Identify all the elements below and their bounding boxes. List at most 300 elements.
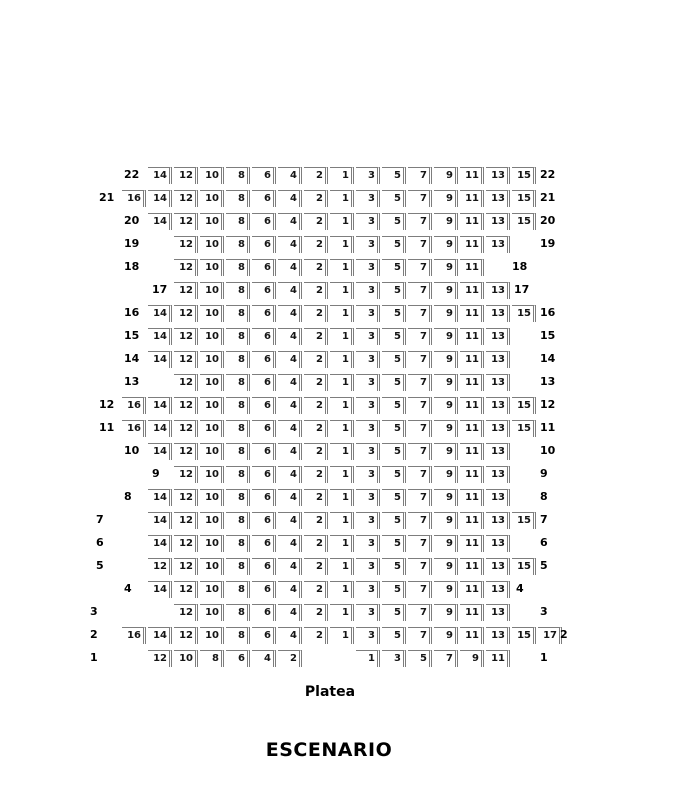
seat[interactable]: 9 (434, 420, 458, 437)
seat[interactable]: 13 (486, 512, 510, 529)
seat[interactable]: 5 (382, 328, 406, 345)
seat[interactable]: 11 (460, 282, 484, 299)
seat[interactable]: 13 (486, 167, 510, 184)
seat[interactable]: 1 (330, 535, 354, 552)
seat[interactable]: 13 (486, 604, 510, 621)
seat[interactable]: 12 (174, 443, 198, 460)
seat[interactable]: 4 (278, 397, 302, 414)
seat[interactable]: 12 (174, 466, 198, 483)
seat[interactable]: 11 (460, 190, 484, 207)
seat[interactable]: 5 (382, 259, 406, 276)
seat[interactable]: 4 (278, 259, 302, 276)
seat[interactable]: 2 (304, 512, 328, 529)
seat[interactable]: 3 (356, 328, 380, 345)
seat[interactable]: 8 (226, 581, 250, 598)
seat[interactable]: 12 (174, 627, 198, 644)
seat[interactable]: 9 (434, 466, 458, 483)
seat[interactable]: 6 (252, 236, 276, 253)
seat[interactable]: 5 (382, 443, 406, 460)
seat[interactable]: 1 (356, 650, 380, 667)
seat[interactable]: 14 (148, 512, 172, 529)
seat[interactable]: 12 (174, 397, 198, 414)
seat[interactable]: 12 (174, 512, 198, 529)
seat[interactable]: 13 (486, 328, 510, 345)
seat[interactable]: 2 (304, 420, 328, 437)
seat[interactable]: 8 (226, 328, 250, 345)
seat[interactable]: 12 (174, 374, 198, 391)
seat[interactable]: 2 (304, 489, 328, 506)
seat[interactable]: 7 (408, 489, 432, 506)
seat[interactable]: 10 (200, 512, 224, 529)
seat[interactable]: 3 (356, 167, 380, 184)
seat[interactable]: 6 (226, 650, 250, 667)
seat[interactable]: 3 (356, 282, 380, 299)
seat[interactable]: 8 (226, 190, 250, 207)
seat[interactable]: 11 (460, 213, 484, 230)
seat[interactable]: 7 (408, 443, 432, 460)
seat[interactable]: 2 (304, 213, 328, 230)
seat[interactable]: 13 (486, 558, 510, 575)
seat[interactable]: 5 (382, 512, 406, 529)
seat[interactable]: 10 (200, 581, 224, 598)
seat[interactable]: 4 (278, 420, 302, 437)
seat[interactable]: 8 (226, 397, 250, 414)
seat[interactable]: 4 (278, 581, 302, 598)
seat[interactable]: 6 (252, 259, 276, 276)
seat[interactable]: 4 (278, 236, 302, 253)
seat[interactable]: 5 (382, 236, 406, 253)
seat[interactable]: 6 (252, 558, 276, 575)
seat[interactable]: 2 (304, 282, 328, 299)
seat[interactable]: 4 (278, 558, 302, 575)
seat[interactable]: 2 (304, 328, 328, 345)
seat[interactable]: 5 (382, 627, 406, 644)
seat[interactable]: 2 (304, 443, 328, 460)
seat[interactable]: 7 (408, 236, 432, 253)
seat[interactable]: 11 (486, 650, 510, 667)
seat[interactable]: 10 (200, 167, 224, 184)
seat[interactable]: 9 (434, 558, 458, 575)
seat[interactable]: 3 (356, 558, 380, 575)
seat[interactable]: 13 (486, 443, 510, 460)
seat[interactable]: 4 (278, 443, 302, 460)
seat[interactable]: 11 (460, 259, 484, 276)
seat[interactable]: 6 (252, 397, 276, 414)
seat[interactable]: 13 (486, 374, 510, 391)
seat[interactable]: 8 (226, 512, 250, 529)
seat[interactable]: 8 (226, 259, 250, 276)
seat[interactable]: 10 (200, 489, 224, 506)
seat[interactable]: 8 (226, 167, 250, 184)
seat[interactable]: 5 (382, 374, 406, 391)
seat[interactable]: 11 (460, 489, 484, 506)
seat[interactable]: 6 (252, 581, 276, 598)
seat[interactable]: 9 (434, 236, 458, 253)
seat[interactable]: 14 (148, 443, 172, 460)
seat[interactable]: 5 (382, 466, 406, 483)
seat[interactable]: 12 (174, 328, 198, 345)
seat[interactable]: 7 (408, 466, 432, 483)
seat[interactable]: 1 (330, 558, 354, 575)
seat[interactable]: 14 (148, 581, 172, 598)
seat[interactable]: 1 (330, 351, 354, 368)
seat[interactable]: 1 (330, 466, 354, 483)
seat[interactable]: 5 (382, 167, 406, 184)
seat[interactable]: 11 (460, 558, 484, 575)
seat[interactable]: 14 (148, 328, 172, 345)
seat[interactable]: 10 (200, 604, 224, 621)
seat[interactable]: 4 (278, 213, 302, 230)
seat[interactable]: 3 (356, 512, 380, 529)
seat[interactable]: 13 (486, 627, 510, 644)
seat[interactable]: 15 (512, 305, 536, 322)
seat[interactable]: 14 (148, 535, 172, 552)
seat[interactable]: 13 (486, 351, 510, 368)
seat[interactable]: 4 (278, 305, 302, 322)
seat[interactable]: 4 (278, 489, 302, 506)
seat[interactable]: 6 (252, 604, 276, 621)
seat[interactable]: 14 (148, 420, 172, 437)
seat[interactable]: 5 (408, 650, 432, 667)
seat[interactable]: 8 (226, 213, 250, 230)
seat[interactable]: 4 (278, 351, 302, 368)
seat[interactable]: 5 (382, 558, 406, 575)
seat[interactable]: 3 (356, 236, 380, 253)
seat[interactable]: 12 (174, 282, 198, 299)
seat[interactable]: 1 (330, 604, 354, 621)
seat[interactable]: 8 (226, 305, 250, 322)
seat[interactable]: 2 (304, 581, 328, 598)
seat[interactable]: 4 (252, 650, 276, 667)
seat[interactable]: 1 (330, 512, 354, 529)
seat[interactable]: 2 (304, 190, 328, 207)
seat[interactable]: 9 (434, 282, 458, 299)
seat[interactable]: 14 (148, 190, 172, 207)
seat[interactable]: 7 (408, 259, 432, 276)
seat[interactable]: 13 (486, 397, 510, 414)
seat[interactable]: 12 (148, 558, 172, 575)
seat[interactable]: 1 (330, 167, 354, 184)
seat[interactable]: 10 (200, 535, 224, 552)
seat[interactable]: 12 (174, 420, 198, 437)
seat[interactable]: 14 (148, 627, 172, 644)
seat[interactable]: 10 (200, 259, 224, 276)
seat[interactable]: 9 (434, 213, 458, 230)
seat[interactable]: 1 (330, 328, 354, 345)
seat[interactable]: 13 (486, 282, 510, 299)
seat[interactable]: 1 (330, 397, 354, 414)
seat[interactable]: 13 (486, 535, 510, 552)
seat[interactable]: 6 (252, 466, 276, 483)
seat[interactable]: 4 (278, 167, 302, 184)
seat[interactable]: 3 (356, 489, 380, 506)
seat[interactable]: 9 (434, 512, 458, 529)
seat[interactable]: 9 (434, 627, 458, 644)
seat[interactable]: 8 (226, 420, 250, 437)
seat[interactable]: 11 (460, 443, 484, 460)
seat[interactable]: 6 (252, 213, 276, 230)
seat[interactable]: 15 (512, 512, 536, 529)
seat[interactable]: 10 (200, 328, 224, 345)
seat[interactable]: 2 (304, 627, 328, 644)
seat[interactable]: 3 (356, 213, 380, 230)
seat[interactable]: 12 (174, 236, 198, 253)
seat[interactable]: 13 (486, 489, 510, 506)
seat[interactable]: 2 (304, 397, 328, 414)
seat[interactable]: 6 (252, 282, 276, 299)
seat[interactable]: 8 (226, 282, 250, 299)
seat[interactable]: 1 (330, 190, 354, 207)
seat[interactable]: 1 (330, 282, 354, 299)
seat[interactable]: 14 (148, 351, 172, 368)
seat[interactable]: 7 (408, 627, 432, 644)
seat[interactable]: 10 (200, 213, 224, 230)
seat[interactable]: 11 (460, 167, 484, 184)
seat[interactable]: 7 (408, 351, 432, 368)
seat[interactable]: 11 (460, 374, 484, 391)
seat[interactable]: 2 (304, 558, 328, 575)
seat[interactable]: 1 (330, 213, 354, 230)
seat[interactable]: 12 (174, 604, 198, 621)
seat[interactable]: 3 (356, 604, 380, 621)
seat[interactable]: 4 (278, 374, 302, 391)
seat[interactable]: 14 (148, 213, 172, 230)
seat[interactable]: 8 (226, 558, 250, 575)
seat[interactable]: 3 (356, 581, 380, 598)
seat[interactable]: 5 (382, 190, 406, 207)
seat[interactable]: 5 (382, 489, 406, 506)
seat[interactable]: 1 (330, 374, 354, 391)
seat[interactable]: 14 (148, 167, 172, 184)
seat[interactable]: 9 (434, 397, 458, 414)
seat[interactable]: 8 (226, 466, 250, 483)
seat[interactable]: 4 (278, 466, 302, 483)
seat[interactable]: 1 (330, 581, 354, 598)
seat[interactable]: 6 (252, 305, 276, 322)
seat[interactable]: 11 (460, 604, 484, 621)
seat[interactable]: 12 (174, 489, 198, 506)
seat[interactable]: 4 (278, 535, 302, 552)
seat[interactable]: 1 (330, 420, 354, 437)
seat[interactable]: 14 (148, 397, 172, 414)
seat[interactable]: 12 (174, 535, 198, 552)
seat[interactable]: 10 (200, 236, 224, 253)
seat[interactable]: 14 (148, 489, 172, 506)
seat[interactable]: 7 (408, 213, 432, 230)
seat[interactable]: 16 (122, 190, 146, 207)
seat[interactable]: 9 (434, 259, 458, 276)
seat[interactable]: 5 (382, 213, 406, 230)
seat[interactable]: 8 (226, 489, 250, 506)
seat[interactable]: 11 (460, 305, 484, 322)
seat[interactable]: 4 (278, 627, 302, 644)
seat[interactable]: 11 (460, 512, 484, 529)
seat[interactable]: 11 (460, 627, 484, 644)
seat[interactable]: 10 (200, 374, 224, 391)
seat[interactable]: 11 (460, 535, 484, 552)
seat[interactable]: 6 (252, 489, 276, 506)
seat[interactable]: 13 (486, 466, 510, 483)
seat[interactable]: 1 (330, 259, 354, 276)
seat[interactable]: 7 (408, 374, 432, 391)
seat[interactable]: 10 (200, 627, 224, 644)
seat[interactable]: 13 (486, 305, 510, 322)
seat[interactable]: 3 (382, 650, 406, 667)
seat[interactable]: 2 (278, 650, 302, 667)
seat[interactable]: 7 (408, 328, 432, 345)
seat[interactable]: 15 (512, 213, 536, 230)
seat[interactable]: 16 (122, 420, 146, 437)
seat[interactable]: 4 (278, 328, 302, 345)
seat[interactable]: 1 (330, 489, 354, 506)
seat[interactable]: 7 (408, 397, 432, 414)
seat[interactable]: 5 (382, 305, 406, 322)
seat[interactable]: 9 (434, 351, 458, 368)
seat[interactable]: 3 (356, 259, 380, 276)
seat[interactable]: 11 (460, 236, 484, 253)
seat[interactable]: 5 (382, 282, 406, 299)
seat[interactable]: 10 (200, 420, 224, 437)
seat[interactable]: 11 (460, 328, 484, 345)
seat[interactable]: 15 (512, 627, 536, 644)
seat[interactable]: 4 (278, 512, 302, 529)
seat[interactable]: 9 (434, 581, 458, 598)
seat[interactable]: 7 (408, 604, 432, 621)
seat[interactable]: 15 (512, 420, 536, 437)
seat[interactable]: 5 (382, 604, 406, 621)
seat[interactable]: 15 (512, 190, 536, 207)
seat[interactable]: 9 (434, 443, 458, 460)
seat[interactable]: 7 (408, 420, 432, 437)
seat[interactable]: 16 (122, 627, 146, 644)
seat[interactable]: 5 (382, 420, 406, 437)
seat[interactable]: 10 (200, 282, 224, 299)
seat[interactable]: 10 (200, 190, 224, 207)
seat[interactable]: 11 (460, 397, 484, 414)
seat[interactable]: 2 (304, 351, 328, 368)
seat[interactable]: 12 (174, 190, 198, 207)
seat[interactable]: 7 (408, 282, 432, 299)
seat[interactable]: 2 (304, 466, 328, 483)
seat[interactable]: 17 (538, 627, 562, 644)
seat[interactable]: 13 (486, 236, 510, 253)
seat[interactable]: 10 (200, 443, 224, 460)
seat[interactable]: 6 (252, 328, 276, 345)
seat[interactable]: 2 (304, 535, 328, 552)
seat[interactable]: 10 (174, 650, 198, 667)
seat[interactable]: 2 (304, 259, 328, 276)
seat[interactable]: 14 (148, 305, 172, 322)
seat[interactable]: 6 (252, 374, 276, 391)
seat[interactable]: 4 (278, 282, 302, 299)
seat[interactable]: 9 (434, 190, 458, 207)
seat[interactable]: 5 (382, 397, 406, 414)
seat[interactable]: 13 (486, 213, 510, 230)
seat[interactable]: 12 (174, 558, 198, 575)
seat[interactable]: 11 (460, 420, 484, 437)
seat[interactable]: 8 (226, 535, 250, 552)
seat[interactable]: 9 (434, 535, 458, 552)
seat[interactable]: 15 (512, 167, 536, 184)
seat[interactable]: 10 (200, 466, 224, 483)
seat[interactable]: 10 (200, 397, 224, 414)
seat[interactable]: 9 (460, 650, 484, 667)
seat[interactable]: 12 (174, 305, 198, 322)
seat[interactable]: 6 (252, 512, 276, 529)
seat[interactable]: 3 (356, 443, 380, 460)
seat[interactable]: 9 (434, 328, 458, 345)
seat[interactable]: 8 (226, 604, 250, 621)
seat[interactable]: 9 (434, 374, 458, 391)
seat[interactable]: 1 (330, 236, 354, 253)
seat[interactable]: 9 (434, 167, 458, 184)
seat[interactable]: 3 (356, 374, 380, 391)
seat[interactable]: 12 (174, 581, 198, 598)
seat[interactable]: 2 (304, 374, 328, 391)
seat[interactable]: 1 (330, 627, 354, 644)
seat[interactable]: 6 (252, 190, 276, 207)
seat[interactable]: 11 (460, 581, 484, 598)
seat[interactable]: 12 (174, 351, 198, 368)
seat[interactable]: 3 (356, 397, 380, 414)
seat[interactable]: 4 (278, 604, 302, 621)
seat[interactable]: 15 (512, 397, 536, 414)
seat[interactable]: 7 (408, 167, 432, 184)
seat[interactable]: 7 (408, 535, 432, 552)
seat[interactable]: 1 (330, 305, 354, 322)
seat[interactable]: 5 (382, 581, 406, 598)
seat[interactable]: 6 (252, 351, 276, 368)
seat[interactable]: 7 (408, 512, 432, 529)
seat[interactable]: 9 (434, 604, 458, 621)
seat[interactable]: 8 (226, 374, 250, 391)
seat[interactable]: 10 (200, 305, 224, 322)
seat[interactable]: 3 (356, 466, 380, 483)
seat[interactable]: 5 (382, 351, 406, 368)
seat[interactable]: 2 (304, 236, 328, 253)
seat[interactable]: 8 (226, 443, 250, 460)
seat[interactable]: 7 (408, 558, 432, 575)
seat[interactable]: 3 (356, 535, 380, 552)
seat[interactable]: 8 (226, 627, 250, 644)
seat[interactable]: 13 (486, 420, 510, 437)
seat[interactable]: 3 (356, 627, 380, 644)
seat[interactable]: 8 (226, 351, 250, 368)
seat[interactable]: 3 (356, 351, 380, 368)
seat[interactable]: 2 (304, 167, 328, 184)
seat[interactable]: 10 (200, 558, 224, 575)
seat[interactable]: 12 (174, 213, 198, 230)
seat[interactable]: 13 (486, 190, 510, 207)
seat[interactable]: 7 (434, 650, 458, 667)
seat[interactable]: 4 (278, 190, 302, 207)
seat[interactable]: 2 (304, 305, 328, 322)
seat[interactable]: 11 (460, 466, 484, 483)
seat[interactable]: 1 (330, 443, 354, 460)
seat[interactable]: 6 (252, 420, 276, 437)
seat[interactable]: 3 (356, 305, 380, 322)
seat[interactable]: 11 (460, 351, 484, 368)
seat[interactable]: 12 (174, 167, 198, 184)
seat[interactable]: 8 (226, 236, 250, 253)
seat[interactable]: 16 (122, 397, 146, 414)
seat[interactable]: 6 (252, 167, 276, 184)
seat[interactable]: 15 (512, 558, 536, 575)
seat[interactable]: 12 (174, 259, 198, 276)
seat[interactable]: 6 (252, 535, 276, 552)
seat[interactable]: 12 (148, 650, 172, 667)
seat[interactable]: 6 (252, 443, 276, 460)
